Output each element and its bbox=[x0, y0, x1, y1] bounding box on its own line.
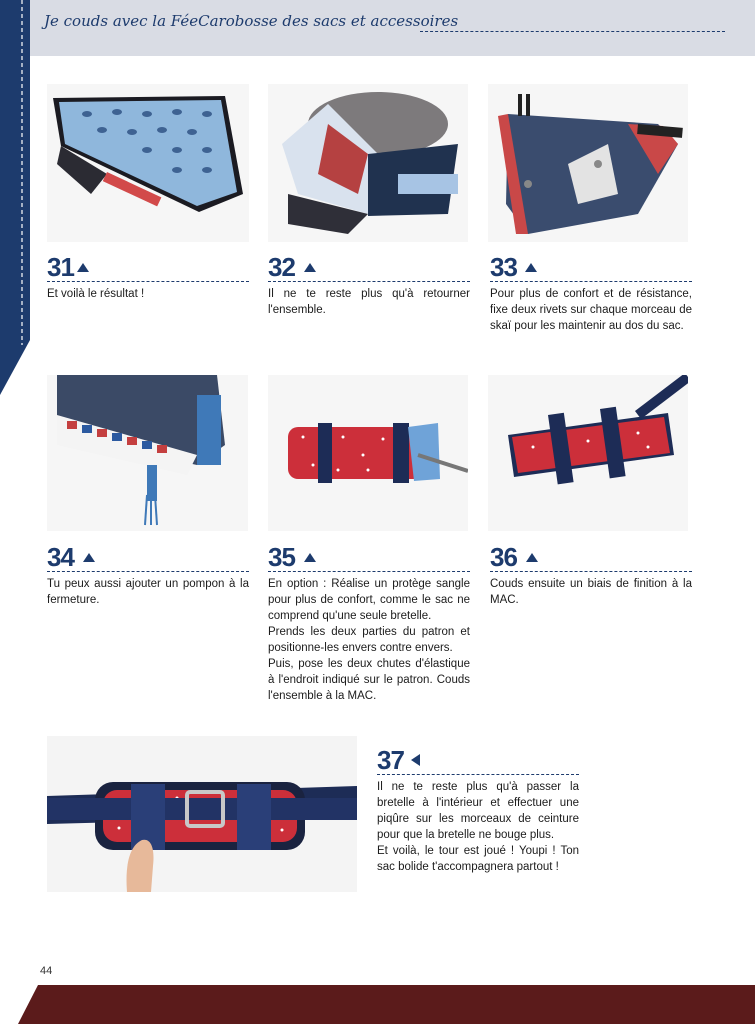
step-35-number: 35 bbox=[268, 542, 295, 572]
step-37-number: 37 bbox=[377, 745, 404, 775]
step-35-text bbox=[268, 576, 470, 704]
step-33-number: 33 bbox=[490, 252, 517, 282]
paragraph: Il ne te reste plus qu'à passer la bretelle à l'intérieur et effectuer une piqûre sur les morceaux de ceinture pour que la bretelle ne bouge plus. bbox=[377, 781, 579, 841]
step-34-number: 34 bbox=[47, 542, 74, 572]
paragraph: Et voilà, le tour est joué ! Youpi ! Ton sac bolide t'accompagnera partout ! bbox=[377, 845, 579, 873]
dashed-rule bbox=[490, 281, 692, 282]
dashed-rule bbox=[268, 281, 470, 282]
step-33-heading bbox=[490, 252, 692, 282]
dashed-rule bbox=[268, 571, 470, 572]
triangle-up-icon bbox=[77, 263, 89, 272]
step-37-text bbox=[377, 779, 579, 875]
step-32-heading bbox=[268, 252, 470, 282]
dashed-rule bbox=[490, 571, 692, 572]
step-36-text bbox=[490, 576, 692, 608]
page-number: 44 bbox=[40, 965, 53, 977]
step-37-heading bbox=[377, 745, 579, 775]
step-31-text bbox=[47, 286, 249, 302]
triangle-left-icon bbox=[411, 754, 420, 766]
step-34-heading bbox=[47, 542, 249, 572]
dashed-rule bbox=[47, 281, 249, 282]
step-36-number: 36 bbox=[490, 542, 517, 572]
paragraph: Tu peux aussi ajouter un pompon à la fermeture. bbox=[47, 578, 249, 606]
header-dashed-rule bbox=[420, 31, 725, 32]
step-31-heading bbox=[47, 252, 249, 282]
step-36-photo bbox=[488, 375, 688, 531]
paragraph: Et voilà le résultat ! bbox=[47, 288, 145, 300]
step-35-heading bbox=[268, 542, 470, 572]
side-ribbon bbox=[0, 0, 30, 400]
step-31-photo bbox=[47, 84, 249, 242]
paragraph: En option : Réalise un protège sangle pour plus de confort, comme le sac ne comprend qu'une seule bretelle. bbox=[268, 578, 470, 622]
step-32-text bbox=[268, 286, 470, 318]
paragraph: Il ne te reste plus qu'à retourner l'ensemble. bbox=[268, 288, 470, 316]
paragraph: Prends les deux parties du patron et positionne-les envers contre envers. bbox=[268, 626, 470, 654]
step-33-photo bbox=[488, 84, 688, 242]
paragraph: Puis, pose les deux chutes d'élastique à l'endroit indiqué sur le patron. Couds l'ensemble à la MAC. bbox=[268, 658, 470, 702]
triangle-up-icon bbox=[304, 553, 316, 562]
dashed-rule bbox=[377, 774, 579, 775]
triangle-up-icon bbox=[304, 263, 316, 272]
step-35-photo bbox=[268, 375, 468, 531]
paragraph: Couds ensuite un biais de finition à la MAC. bbox=[490, 578, 692, 606]
step-36-heading bbox=[490, 542, 692, 572]
page-header bbox=[0, 0, 755, 56]
footer-bar bbox=[38, 985, 755, 1024]
step-33-text bbox=[490, 286, 692, 334]
triangle-up-icon bbox=[83, 553, 95, 562]
step-32-number: 32 bbox=[268, 252, 295, 282]
step-34-text bbox=[47, 576, 249, 608]
dashed-rule bbox=[47, 571, 249, 572]
step-34-photo bbox=[47, 375, 248, 531]
running-title: Je couds avec la FéeCarobosse des sacs et accessoires bbox=[44, 12, 459, 30]
triangle-up-icon bbox=[525, 263, 537, 272]
step-31-number: 31 bbox=[47, 252, 74, 282]
step-37-photo bbox=[47, 736, 357, 892]
step-32-photo bbox=[268, 84, 468, 242]
paragraph: Pour plus de confort et de résistance, fixe deux rivets sur chaque morceau de skaï pour les maintenir au dos du sac. bbox=[490, 288, 692, 332]
triangle-up-icon bbox=[526, 553, 538, 562]
